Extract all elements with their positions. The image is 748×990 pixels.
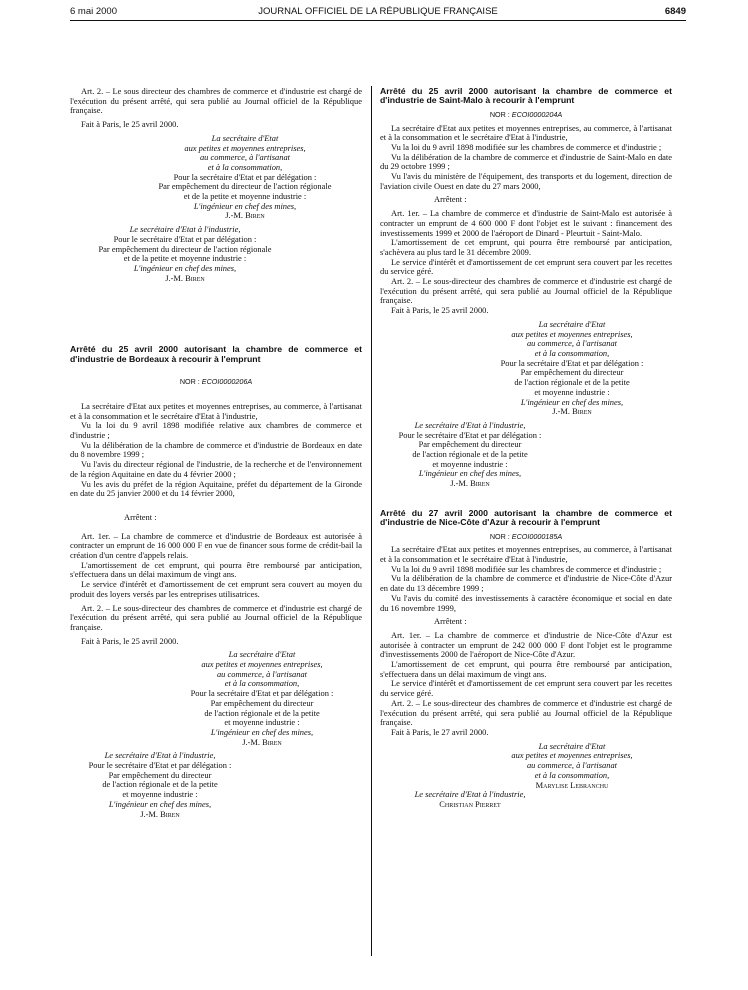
paragraph: L'amortissement de cet emprunt, qui pourra être remboursé par anticipation, s'effectuera dans un délai maximum de vingt ans. [70, 559, 362, 580]
header-page-number: 6849 [664, 6, 686, 17]
header-title: JOURNAL OFFICIEL DE LA RÉPUBLIQUE FRANÇAISE [258, 6, 498, 17]
visa: Vu l'avis du ministère de l'équipement, des transports et du logement, direction de l'aviation civile Ouest en date du 27 mars 2000, [380, 171, 672, 191]
visa: Vu l'avis du directeur régional de l'industrie, de la recherche et de l'environnement de la région Aquitaine en date du 4 février 2000 ; [70, 459, 362, 479]
arretent: Arrêtent : [434, 194, 467, 205]
signature-block: La secrétaire d'Etat aux petites et moyennes entreprises, au commerce, à l'artisanat et à la consommation, Pour la secrétaire d'Etat et par délégation : Par empêchement du directeur de l'action régionale et de la petite et moyenne industrie : L'ingénieur en chef des mines, J.-M. Biren [500, 318, 644, 417]
article-2: Art. 2. – Le sous-directeur des chambres de commerce et d'industrie est chargé de l'exécution du présent arrêté, qui sera publié au Journal officiel de la République française. [380, 697, 672, 728]
header-rule [70, 20, 686, 21]
signing-date: Fait à Paris, le 27 avril 2000. [391, 727, 489, 737]
nor-reference: NOR : ECOI0000206A [179, 377, 253, 387]
paragraph: L'amortissement de cet emprunt, qui pourra être remboursé par anticipation, s'effectuera dans un délai maximum de vingt ans. [380, 659, 672, 679]
page-header [70, 6, 686, 20]
visa: Vu la loi du 9 avril 1898 modifiée sur les chambres de commerce et d'industrie ; [391, 563, 662, 574]
paragraph: Le service d'intérêt et d'amortissement de cet emprunt sera couvert au moyen du produit des loyers versés par les entreprises utilisatrices. [70, 579, 362, 599]
paragraph: L'amortissement de cet emprunt, qui pourra être remboursé par anticipation, s'achèvera au plus tard le 31 décembre 2009. [380, 237, 672, 257]
paragraph: Le service d'intérêt et d'amortissement de cet emprunt sera couvert par les recettes du service géré. [380, 678, 672, 699]
signature-block: Le secrétaire d'Etat à l'industrie, Christian Pierret [414, 789, 526, 809]
decree-title: Arrêté du 25 avril 2000 autorisant la chambre de commerce et d'industrie de Saint-Malo à recourir à l'emprunt [380, 86, 672, 106]
paragraph: Le service d'intérêt et d'amortissement de cet emprunt sera couvert par les recettes du service géré. [380, 256, 672, 277]
visa: Vu la loi du 9 avril 1898 modifiée relative aux chambres de commerce et d'industrie ; [70, 420, 362, 440]
article-2: Art. 2. – Le sous-directeur des chambres de commerce et d'industrie est chargé de l'exécution du présent arrêté, qui sera publié au Journal officiel de la République française. [380, 276, 672, 306]
visa: Vu la délibération de la chambre de commerce et d'industrie de Saint-Malo en date du 29 octobre 1999 ; [380, 151, 672, 172]
preamble: La secrétaire d'Etat aux petites et moyennes entreprises, au commerce, à l'artisanat et à la consommation et le secrétaire d'Etat à l'industrie, [380, 122, 672, 143]
signature-block: Le secrétaire d'Etat à l'industrie, Pour le secrétaire d'Etat et par délégation : Par empêchement du directeur de l'action régionale et de la petite et moyenne industrie : L'ingénieur en chef des mines, J.-M. Biren [98, 224, 272, 283]
article-1: Art. 1er. – La chambre de commerce et d'industrie de Nice-Côte d'Azur est autorisée à contracter un emprunt de 242 000 000 F dont l'objet est le programme d'investissements 2000 de l'aéroport de Nice-Côte d'Azur. [380, 629, 672, 660]
nor-reference: NOR : ECOI0000204A [489, 109, 563, 119]
arretent: Arrêtent : [124, 511, 157, 522]
header-date: 6 mai 2000 [70, 6, 118, 17]
signing-date: Fait à Paris, le 25 avril 2000. [81, 119, 179, 130]
visa: Vu la délibération de la chambre de commerce et d'industrie de Nice-Côte d'Azur en date du 13 décembre 1999 ; [380, 573, 672, 594]
article-2: Art. 2. – Le sous directeur des chambres de commerce et d'industrie est chargé de l'exécution du présent arrêté, qui sera publié au Journal officiel de la République française. [70, 86, 362, 116]
visa: Vu les avis du préfet de la région Aquitaine, préfet du département de la Gironde en date du 25 janvier 2000 et du 14 février 2000, [70, 478, 362, 499]
right-column [380, 87, 672, 810]
signature-block: La secrétaire d'Etat aux petites et moyennes entreprises, au commerce, à l'artisanat et à la consommation, Pour la secrétaire d'Etat et par délégation : Par empêchement du directeur de l'action régionale et de la petite et moyenne industrie : L'ingénieur en chef des mines, J.-M. Biren [158, 132, 332, 221]
signature-block: La secrétaire d'Etat aux petites et moyennes entreprises, au commerce, à l'artisanat et à la consommation, Marylise Lebranchu [511, 740, 633, 790]
left-column [70, 87, 362, 819]
arretent: Arrêtent : [434, 616, 467, 627]
signature-block: La secrétaire d'Etat aux petites et moyennes entreprises, au commerce, à l'artisanat et à la consommation, Pour la secrétaire d'Etat et par délégation : Par empêchement du directeur de l'action régionale et de la petite et moyenne industrie : L'ingénieur en chef des mines, J.-M. Biren [190, 649, 334, 747]
signature-block: Le secrétaire d'Etat à l'industrie, Pour le secrétaire d'Etat et par délégation : Par empêchement du directeur de l'action régionale et de la petite et moyenne industrie : L'ingénieur en chef des mines, J.-M. Biren [398, 419, 542, 489]
visa: Vu la loi du 9 avril 1898 modifiée sur les chambres de commerce et d'industrie ; [391, 141, 662, 152]
preamble: La secrétaire d'Etat aux petites et moyennes entreprises, au commerce, à l'artisanat et à la consommation et le secrétaire d'Etat à l'industrie, [70, 400, 362, 421]
column-separator [371, 86, 372, 956]
visa: Vu la délibération de la chambre de commerce et d'industrie de Bordeaux en date du 8 novembre 1999 ; [70, 439, 362, 460]
visa: Vu l'avis du comité des investissements à caractère économique et social en date du 16 novembre 1999, [380, 592, 672, 613]
nor-reference: NOR : ECOI0000185A [489, 531, 563, 541]
article-2: Art. 2. – Le sous-directeur des chambres de commerce et d'industrie est chargé de l'exécution du présent arrêté, qui sera publié au Journal officiel de la République française. [70, 602, 362, 632]
signing-date: Fait à Paris, le 25 avril 2000. [391, 305, 489, 316]
decree-title: Arrêté du 25 avril 2000 autorisant la chambre de commerce et d'industrie de Bordeaux à recourir à l'emprunt [70, 344, 362, 364]
decree-title: Arrêté du 27 avril 2000 autorisant la chambre de commerce et d'industrie de Nice-Côte d'Azur à recourir à l'emprunt [380, 507, 672, 528]
signature-block: Le secrétaire d'Etat à l'industrie, Pour le secrétaire d'Etat et par délégation : Par empêchement du directeur de l'action régionale et de la petite et moyenne industrie : L'ingénieur en chef des mines, J.-M. Biren [88, 750, 232, 819]
article-1: Art. 1er. – La chambre de commerce et d'industrie de Bordeaux est autorisée à contracter un emprunt de 16 000 000 F en vue de financer sous forme de crédit-bail la création d'un centre d'appels relais. [70, 530, 362, 561]
preamble: La secrétaire d'Etat aux petites et moyennes entreprises, au commerce, à l'artisanat et à la consommation et le secrétaire d'Etat à l'industrie, [380, 544, 672, 565]
article-1: Art. 1er. – La chambre de commerce et d'industrie de Saint-Malo est autorisée à contracter un emprunt de 4 600 000 F dont l'objet est le suivant : financement des investissements 1999 et 2000 de l'aéroport de Dinard - Pleurtuit - Saint-Malo. [380, 208, 672, 238]
signing-date: Fait à Paris, le 25 avril 2000. [81, 635, 179, 646]
